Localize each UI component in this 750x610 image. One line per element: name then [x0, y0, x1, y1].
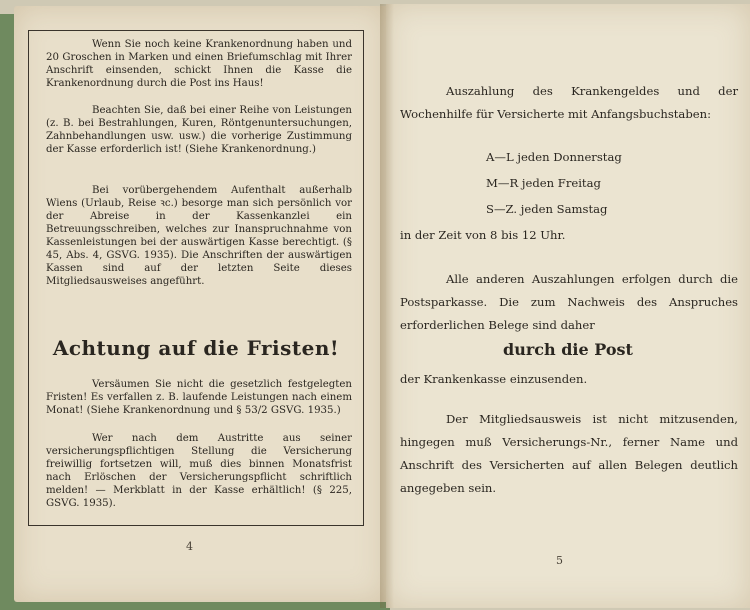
time-line: in der Zeit von 8 bis 12 Uhr.	[400, 228, 566, 242]
paragraph-austritt: Wer nach dem Austritte aus seiner versicherungspflichtigen Stellung die Versicherung freiwillig fortsetzen will, muß dies binnen Monatsfrist nach Erlöschen der Versicherungspflicht schriftlich melden! — Merkblatt in der Kasse erhältlich! (§ 225, GSVG. 1935).	[46, 433, 352, 509]
line-einzusenden: der Krankenkasse einzusenden.	[400, 372, 588, 386]
paragraph-zustimmung: Beachten Sie, daß bei einer Reihe von Leistungen (z. B. bei Bestrahlungen, Kuren, Röntgenuntersuchungen, Zahnbehandlungen usw. usw.) die vorherige Zustimmung der Kasse erforderlich ist! (Siehe Krankenordnung.)	[46, 105, 352, 155]
bold-durch-die-post: durch die Post	[503, 340, 633, 359]
book-gutter	[380, 4, 394, 608]
paragraph-postsparkasse: Alle anderen Auszahlungen erfolgen durch die Postsparkasse. Die zum Nachweis des Anspruches erforderlichen Belege sind daher	[400, 272, 738, 332]
schedule-line-3: S—Z. jeden Samstag	[486, 202, 608, 216]
schedule-line-1: A—L jeden Donnerstag	[486, 150, 622, 164]
page-number-right: 5	[556, 554, 563, 567]
paragraph-krankenordnung: Wenn Sie noch keine Krankenordnung haben und 20 Groschen in Marken und einen Briefumschlag mit Ihrer Anschrift einsenden, schickt Ihnen die Kasse die Krankenordnung durch die Post ins Haus!	[46, 39, 352, 89]
paragraph-mitgliedsausweis: Der Mitgliedsausweis ist nicht mitzusenden, hingegen muß Versicherungs-Nr., ferner Name und Anschrift des Versicherten auf allen Belegen deutlich angegeben sein.	[400, 412, 738, 495]
paragraph-aufenthalt: Bei vorübergehendem Aufenthalt außerhalb Wiens (Urlaub, Reise ꝛc.) besorge man sich persönlich vor der Abreise in der Kassenkanzlei ein Betreuungsschreiben, welches zur Inanspruchnahme von Kassenleistungen bei der auswärtigen Kasse berechtigt. (§ 45, Abs. 4, GSVG. 1935). Die Anschriften der auswärtigen Kassen sind auf der letzten Seite dieses Mitgliedsausweises angeführt.	[46, 185, 352, 287]
paragraph-fristen: Versäumen Sie nicht die gesetzlich festgelegten Fristen! Es verfallen z. B. laufende Leistungen nach einem Monat! (Siehe Krankenordnung und § 53/2 GSVG. 1935.)	[46, 379, 352, 416]
schedule-line-2: M—R jeden Freitag	[486, 176, 601, 190]
paragraph-auszahlung: Auszahlung des Krankengeldes und der Wochenhilfe für Versicherte mit Anfangsbuchstaben:	[400, 84, 738, 121]
fristen-heading: Achtung auf die Fristen!	[52, 336, 340, 360]
page-number-left: 4	[186, 540, 193, 553]
